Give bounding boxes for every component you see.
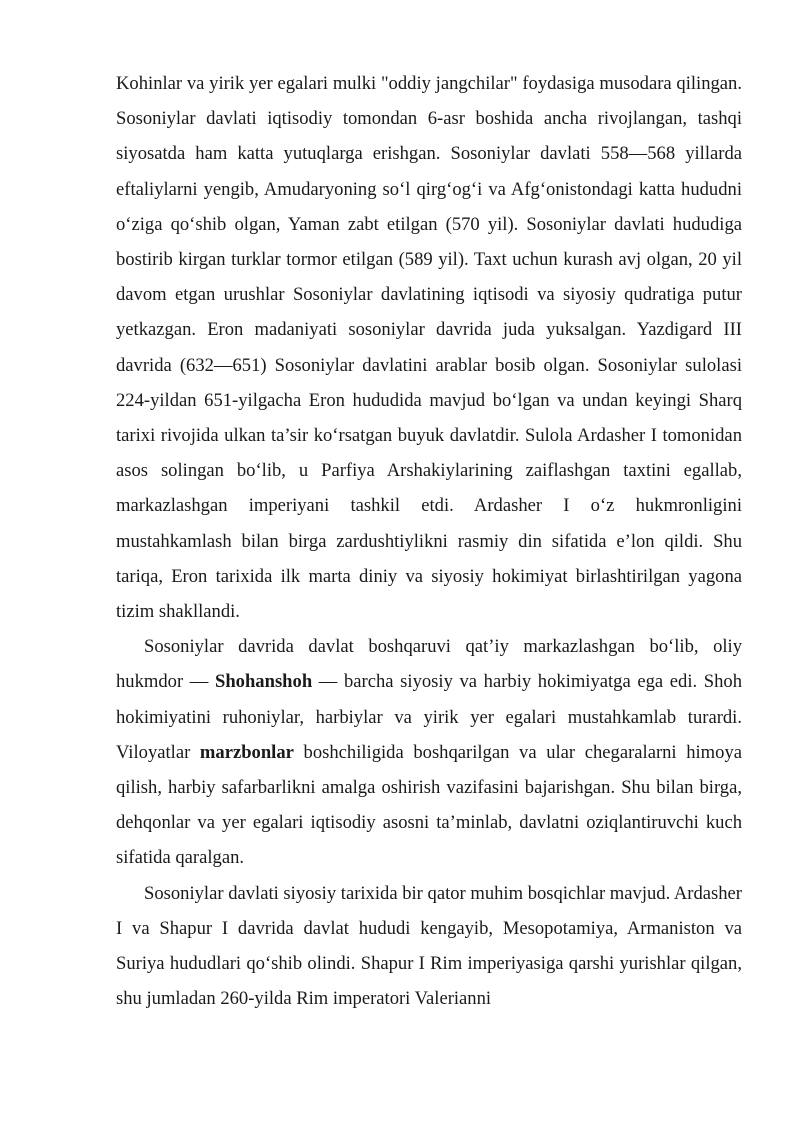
paragraph-text: boshchiligida boshqarilgan va ular chegaralarni himoya qilish, harbiy safarbarlikni amalga oshirish vazifasini bajarishgan. Shu bilan birga, dehqonlar va yer egalari iqtisodiy asosni ta’minlab, davlatni oziqlantiruvchi kuch sifatida qaralgan. <box>116 741 742 869</box>
document-page <box>116 66 742 1016</box>
paragraph-text: — barcha siyosiy va harbiy hokimiyatga ega edi. Shoh hokimiyatini ruhoniylar, harbiylar va yirik yer egalari mustahkamlab turardi. Viloyatlar <box>116 671 742 763</box>
paragraph-text: Sosoniylar davlati siyosiy tarixida bir qator muhim bosqichlar mavjud. Ardasher I va Shapur I davrida davlat hududi kengayib, Mesopotamiya, Armaniston va Suriya hududlari qo‘shib olindi. Shapur I Rim imperiyasiga qarshi yurishlar qilgan, shu jumladan 260-yilda Rim imperatori Valerianni <box>116 882 742 1010</box>
paragraph-text: Kohinlar va yirik yer egalari mulki "oddiy jangchilar" foydasiga musodara qilingan. Sosoniylar davlati iqtisodiy tomondan 6-asr boshida ancha rivojlangan, tashqi siyosatda ham katta yutuqlarga erishgan. Sosoniylar davlati 558—568 yillarda eftaliylarni yengib, Amudaryoning so‘l qirg‘og‘i va Afg‘onistondagi katta hududni o‘ziga qo‘shib olgan, Yaman zabt etilgan (570 yil). Sosoniylar davlati hududiga bostirib kirgan turklar tormor etilgan (589 yil). Taxt uchun kurash avj olgan, 20 yil davom etgan urushlar Sosoniylar davlatining iqtisodi va siyosiy qudratiga putur yetkazgan. Eron madaniyati sosoniylar davrida juda yuksalgan. Yazdigard III davrida (632—651) Sosoniylar davlatini arablar bosib olgan. Sosoniylar sulolasi 224-yildan 651-yilgacha Eron hududida mavjud bo‘lgan va undan keyingi Sharq tarixi rivojida ulkan ta’sir ko‘rsatgan buyuk davlatdir. Sulola Ardasher I tomonidan asos solingan bo‘lib, u Parfiya Arshakiylarining zaiflashgan taxtini egallab, markazlashgan imperiyani tashkil etdi. Ardasher I o‘z hukmronligini mustahkamlash bilan birga zardushtiylikni rasmiy din sifatida e’lon qildi. Shu tariqa, Eron tarixida ilk marta diniy va siyosiy hokimiyat birlashtirilgan yagona tizim shakllandi. <box>116 73 742 623</box>
paragraph-state-administration <box>116 629 742 875</box>
term-marzbonlar: marzbonlar <box>199 741 294 763</box>
paragraph-political-history <box>116 876 742 1017</box>
term-shohanshoh: Shohanshoh <box>214 671 313 693</box>
paragraph-sasanian-economy <box>116 66 742 629</box>
paragraph-text: Sosoniylar davrida davlat boshqaruvi qat’iy markazlashgan bo‘lib, oliy hukmdor — <box>116 636 742 693</box>
